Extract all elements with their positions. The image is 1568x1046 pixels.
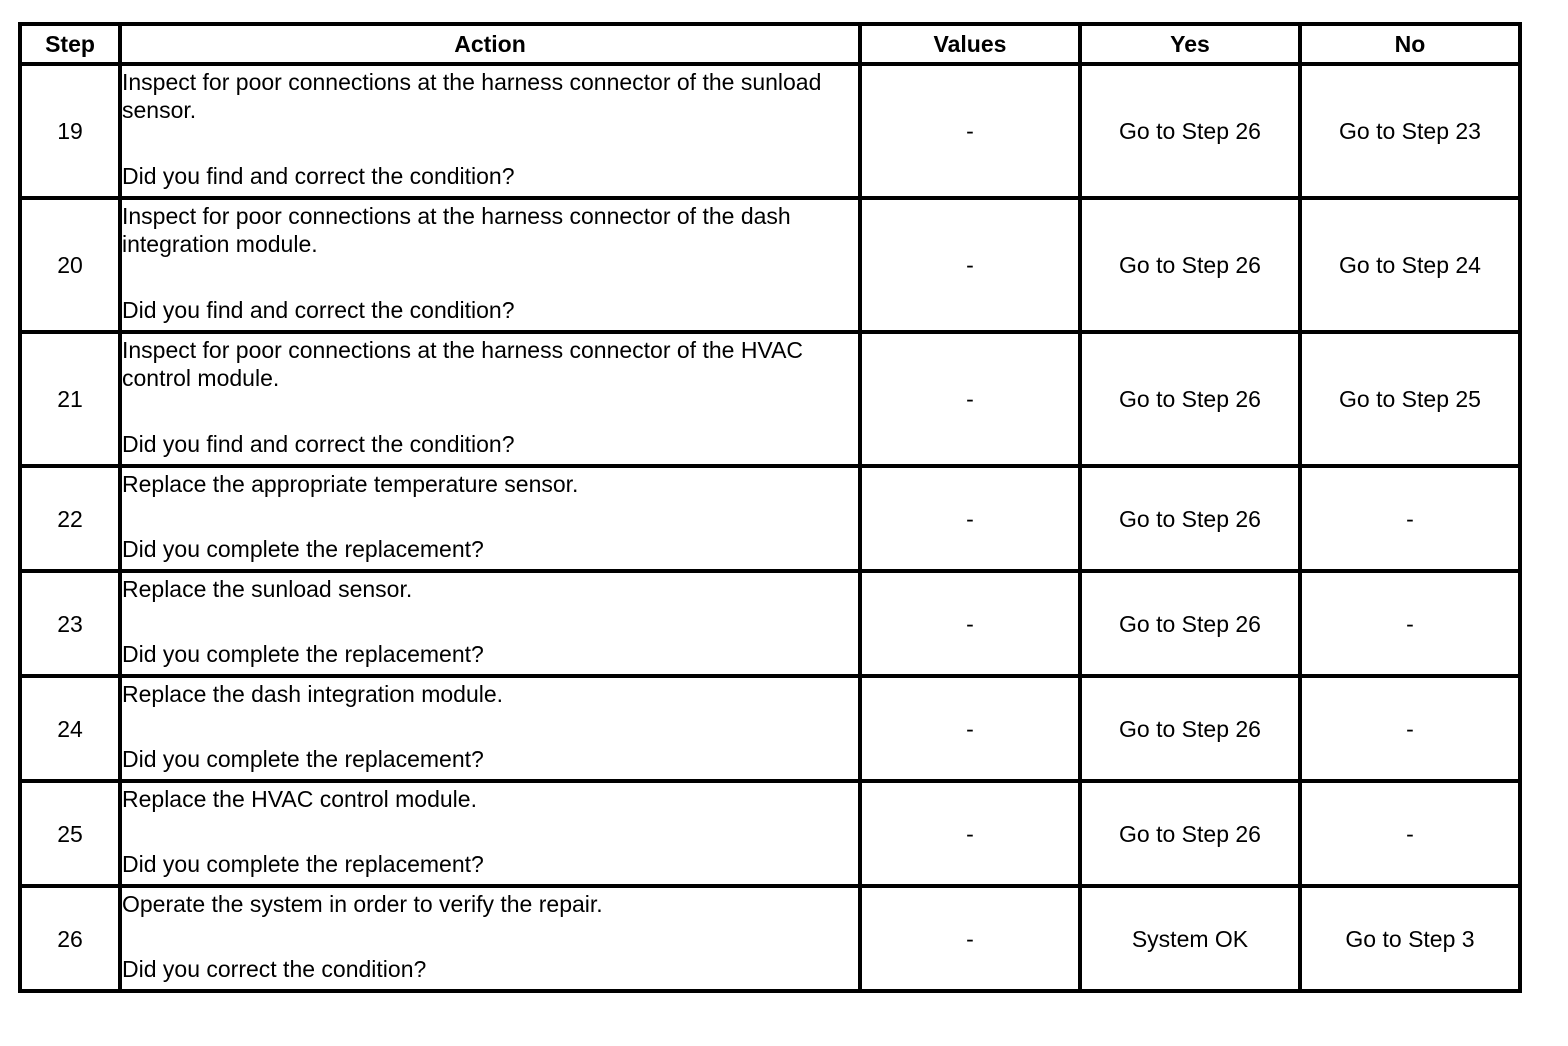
values-cell: - — [860, 466, 1080, 571]
table-row — [20, 64, 1520, 198]
yes-cell: Go to Step 26 — [1080, 198, 1300, 332]
table-row — [20, 571, 1520, 676]
step-number: 24 — [20, 676, 120, 781]
action-instruction: Replace the dash integration module. — [122, 681, 504, 707]
step-number: 19 — [20, 64, 120, 198]
no-cell: Go to Step 25 — [1300, 332, 1520, 466]
yes-cell: System OK — [1080, 886, 1300, 991]
table-row — [20, 781, 1520, 886]
table-row — [20, 886, 1520, 991]
action-instruction: Operate the system in order to verify the repair. — [122, 891, 603, 917]
header-step: Step — [20, 24, 120, 64]
no-cell: - — [1300, 781, 1520, 886]
action-cell — [120, 198, 860, 332]
action-cell — [120, 676, 860, 781]
values-cell: - — [860, 886, 1080, 991]
action-cell — [120, 64, 860, 198]
step-number: 22 — [20, 466, 120, 571]
values-cell: - — [860, 676, 1080, 781]
yes-cell: Go to Step 26 — [1080, 64, 1300, 198]
action-instruction: Replace the appropriate temperature sensor. — [122, 471, 579, 497]
no-cell: - — [1300, 676, 1520, 781]
action-question: Did you complete the replacement? — [122, 641, 484, 667]
no-cell: - — [1300, 466, 1520, 571]
header-action: Action — [120, 24, 860, 64]
action-question: Did you find and correct the condition? — [122, 163, 515, 189]
step-number: 20 — [20, 198, 120, 332]
action-cell — [120, 332, 860, 466]
yes-cell: Go to Step 26 — [1080, 466, 1300, 571]
header-yes: Yes — [1080, 24, 1300, 64]
table-row — [20, 198, 1520, 332]
header-row — [20, 24, 1520, 64]
action-question: Did you find and correct the condition? — [122, 431, 515, 457]
values-cell: - — [860, 198, 1080, 332]
action-cell — [120, 886, 860, 991]
no-cell: Go to Step 3 — [1300, 886, 1520, 991]
action-question: Did you complete the replacement? — [122, 851, 484, 877]
step-number: 26 — [20, 886, 120, 991]
action-instruction: Replace the HVAC control module. — [122, 786, 477, 812]
no-cell: Go to Step 24 — [1300, 198, 1520, 332]
action-cell — [120, 781, 860, 886]
action-instruction: Replace the sunload sensor. — [122, 576, 413, 602]
action-cell — [120, 466, 860, 571]
no-cell: Go to Step 23 — [1300, 64, 1520, 198]
action-cell — [120, 571, 860, 676]
step-number: 23 — [20, 571, 120, 676]
values-cell: - — [860, 332, 1080, 466]
table-row — [20, 332, 1520, 466]
values-cell: - — [860, 64, 1080, 198]
action-instruction: Inspect for poor connections at the harness connector of the dash integration module. — [122, 203, 791, 257]
action-question: Did you correct the condition? — [122, 956, 427, 982]
values-cell: - — [860, 781, 1080, 886]
action-question: Did you complete the replacement? — [122, 746, 484, 772]
yes-cell: Go to Step 26 — [1080, 781, 1300, 886]
step-number: 21 — [20, 332, 120, 466]
yes-cell: Go to Step 26 — [1080, 332, 1300, 466]
table-row — [20, 676, 1520, 781]
no-cell: - — [1300, 571, 1520, 676]
action-instruction: Inspect for poor connections at the harness connector of the sunload sensor. — [122, 69, 822, 123]
yes-cell: Go to Step 26 — [1080, 676, 1300, 781]
diagnostic-steps-table — [18, 22, 1522, 993]
values-cell: - — [860, 571, 1080, 676]
step-number: 25 — [20, 781, 120, 886]
header-values: Values — [860, 24, 1080, 64]
header-no: No — [1300, 24, 1520, 64]
yes-cell: Go to Step 26 — [1080, 571, 1300, 676]
action-question: Did you complete the replacement? — [122, 536, 484, 562]
action-question: Did you find and correct the condition? — [122, 297, 515, 323]
action-instruction: Inspect for poor connections at the harness connector of the HVAC control module. — [122, 337, 804, 391]
table-row — [20, 466, 1520, 571]
